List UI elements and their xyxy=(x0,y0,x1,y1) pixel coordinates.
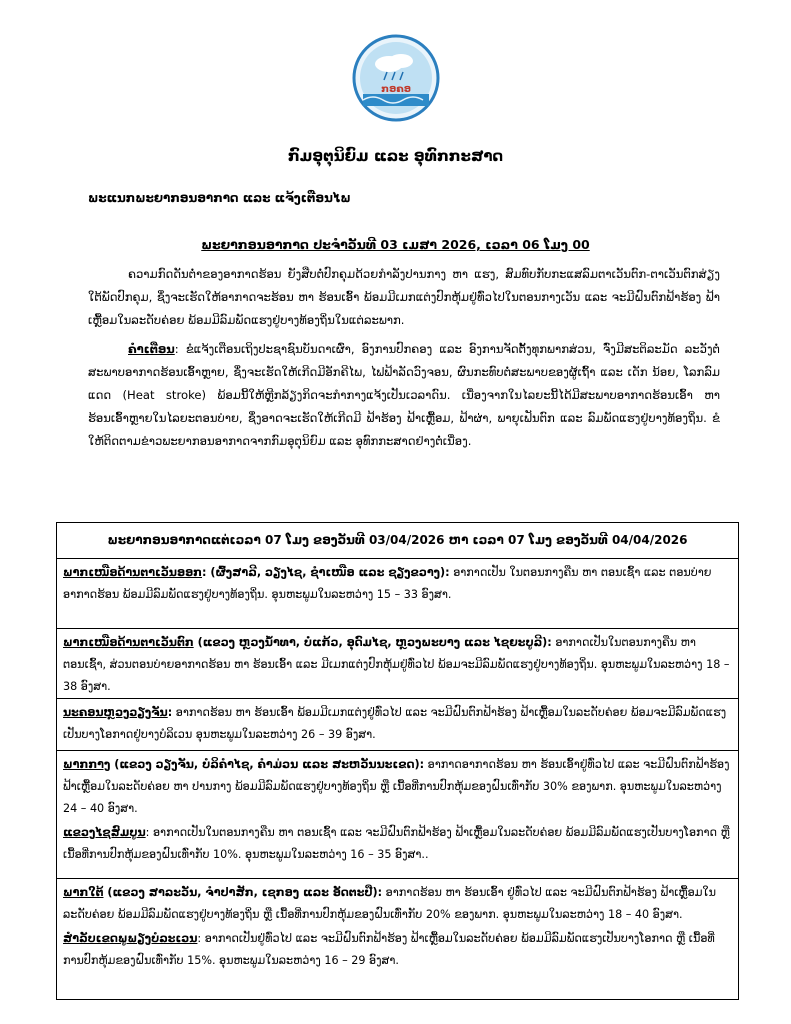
division-title: ພະແນກພະຍາກອນອາກາດ ແລະ ແຈ້ງເຕືອນໄພ xyxy=(88,191,351,205)
intro-section xyxy=(88,263,720,459)
warning-paragraph xyxy=(88,338,720,453)
department-title: ກົມອຸຕຸນິຍົມ ແລະ ອຸທົກກະສາດ xyxy=(287,147,504,165)
sub-region-text: : ອາກາດເປັນໃນຕອນກາງຄືນ ຫາ ຕອນເຊົ້າ ແລະ ຈະມີຝົນຕົກຟ້າຮ້ອງ ຟ້າເຫຼື້ອມໃນລະດັບຄ່ອຍ ພ້ອມມີລົມພັດແຮງເປັນບາງໂອກາດ ຫຼື ເນື້ອທີ່ການປົກຫຸ້ມຂອງຝົນເທົ່າກັບ 10%. ອຸນຫະພູມໃນລະຫວ່າງ 16 – 35 ອົງສາ.. xyxy=(63,826,730,861)
region-vientiane-capital xyxy=(57,699,738,751)
region-central xyxy=(57,751,738,879)
region-provinces: : (ຜົ້ງສາລີ, ວຽງໄຊ, ຊຳເໜືອ ແລະ ຊຽງຂວາງ): xyxy=(202,566,450,579)
region-provinces: (ແຂວງ ວຽງຈັນ, ບໍລິຄຳໄຊ, ຄຳມ່ວນ ແລະ ສະຫວັນນະເຂດ): xyxy=(110,758,425,771)
central-main xyxy=(63,754,732,820)
region-label: ນະຄອນຫຼວງວຽງຈັນ xyxy=(63,706,168,719)
region-text: ອາກາດຮ້ອນ ຫາ ຮ້ອນເອົ້າ ຢູ່ທົ່ວໄປ ແລະ ຈະມີຝົນຕົກຟ້າຮ້ອງ ຟ້າເຫຼື້ອມໃນລະດັບຄ່ອຍ ພ້ອມມີລົມພັດແຮງຢູ່ບາງທ້ອງຖິ່ນ ຫຼື ເນື້ອທີ່ການປົກຫຸ້ມຂອງຝົນເທົ່າກັບ 20% ຂອງພາກ. ອຸນຫະພູມໃນລະຫວ່າງ 18 – 40 ອົງສາ. xyxy=(63,886,717,921)
forecast-table xyxy=(56,522,739,1000)
sub-region-text: : ອາກາດເປັນຢູ່ທົ່ວໄປ ແລະ ຈະມີຝົນຕົກຟ້າຮ້ອງ ຟ້າເຫຼື້ອມໃນລະດັບຄ່ອຍ ພ້ອມມີລົມພັດແຮງເປັນບາງໂອກາດ ຫຼື ເນື້ອທີ່ການປົກຫຸ້ມຂອງຝົນເທົ່າກັບ 15%. ອຸນຫະພູມໃນລະຫວ່າງ 16 – 29 ອົງສາ. xyxy=(63,932,715,967)
forecast-title: ພະຍາກອນອາກາດ ປະຈຳວັນທີ 03 ເມສາ 2026, ເວລາ 06 ໂມງ 00 xyxy=(201,237,590,252)
region-northwest xyxy=(57,629,738,699)
region-label: ພາກເໜືອດ້ານຕາເວັນອອກ xyxy=(63,566,203,579)
south-main xyxy=(63,882,732,926)
region-provinces: (ແຂວງ ສາລະວັນ, ຈຳປາສັກ, ເຊກອງ ແລະ ອັດຕະປື): xyxy=(103,886,383,899)
sub-region-label: ສຳລັບເຂດພູພຽງບໍລະເວນ xyxy=(63,932,198,945)
region-text: ອາກາດເປັນໃນຕອນກາງຄືນ ຫາ ຕອນເຊົ້າ, ສ່ວນຕອນບ່າຍອາກາດຮ້ອນ ຫາ ຮ້ອນເອົ້າ ແລະ ມີເມກແຕ່ງປົກຫຸ້ມຢູ່ທົ່ວໄປ ພ້ອມຈະມີລົມພັດແຮງຢູ່ບາງທ້ອງຖິ່ນ. ອຸນຫະພູມໃນລະຫວ່າງ 18 – 38 ອົງສາ. xyxy=(63,636,730,693)
logo-text: ກອຄອ xyxy=(381,84,411,95)
sub-region-label: ແຂວງໄຊສົມບູນ xyxy=(63,826,146,839)
central-sub xyxy=(63,822,732,866)
warning-label: ຄຳເຕືອນ xyxy=(128,342,175,356)
intro-text: ຄວາມກົດດັນຕ່ຳຂອງອາກາດຮ້ອນ ຍັງສືບຕໍ່ປົກຄຸມດ້ວຍກຳລັງປານກາງ ຫາ ແຮງ, ສົມທົບກັບກະແສລົມຕາເວັນຕົກ-ຕາເວັນຕົກສ່ຽງໃຕ້ພັດປົກຄຸມ, ຊຶ່ງຈະເຮັດໃຫ້ອາກາດຈະຮ້ອນ ຫາ ຮ້ອນເອົ້າ ພ້ອມມີເມກແຕ່ງປົກຫຸ້ມຢູ່ທົ່ວໄປໃນຕອນກາງເວັນ ແລະ ຈະມີຝົນຕົກຟ້າຮ້ອງ ຟ້າເຫຼື້ອມໃນລະດັບຄ່ອຍ ພ້ອມມີລົມພັດແຮງຢູ່ບາງທ້ອງຖິ່ນໃນແຕ່ລະພາກ. xyxy=(88,267,720,327)
region-provinces: (ແຂວງ ຫຼວງນ້ຳທາ, ບໍ່ແກ້ວ, ອຸດົມໄຊ, ຫຼວງພະບາງ ແລະ ໄຊຍະບູລີ): xyxy=(193,636,552,649)
region-south xyxy=(57,879,738,1001)
region-text: ອາກາດຮ້ອນ ຫາ ຮ້ອນເອົ້າ ພ້ອມມີເມກແຕ່ງຢູ່ທົ່ວໄປ ແລະ ຈະມີຝົນຕົກຟ້າຮ້ອງ ຟ້າເຫຼື້ອມໃນລະດັບຄ່ອຍ ພ້ອມຈະມີລົມພັດແຮງເປັນບາງໂອກາດຢູ່ບາງບໍລິເວນ ອຸນຫະພູມໃນລະຫວ່າງ 26 – 39 ອົງສາ. xyxy=(63,706,727,741)
region-text: ອາກາດອາກາດຮ້ອນ ຫາ ຮ້ອນເອົ້າຢູ່ທົ່ວໄປ ແລະ ຈະມີຝົນຕົກຟ້າຮ້ອງ ຟ້າເຫຼື້ອມໃນລະດັບຄ່ອຍ ຫາ ປານກາງ ພ້ອມມີລົມພັດແຮງຢູ່ບາງທ້ອງຖິ່ນ ຫຼື ເນື້ອທີ່ການປົກຫຸ້ມຂອງຝົນເທົ່າກັບ 30% ຂອງພາກ. ອຸນຫະພູມໃນລະຫວ່າງ 24 – 40 ອົງສາ. xyxy=(63,758,730,815)
region-label: ພາກໃຕ້ xyxy=(63,886,104,899)
region-label: ພາກກາງ xyxy=(63,758,111,771)
south-sub xyxy=(63,928,732,972)
intro-paragraph xyxy=(88,263,720,332)
region-label: ພາກເໜືອດ້ານຕາເວັນຕົກ xyxy=(63,636,194,649)
region-text: ອາກາດເປັນ ໃນຕອນກາງຄືນ ຫາ ຕອນເຊົ້າ ແລະ ຕອນບ່າຍອາກາດຮ້ອນ ພ້ອມມີລົມພັດແຮງຢູ່ບາງທ້ອງຖິ່ນ. ອຸນຫະພູມໃນລະຫວ່າງ 15 – 33 ອົງສາ. xyxy=(63,566,712,601)
department-logo xyxy=(351,34,441,122)
region-northeast xyxy=(57,559,738,629)
table-header: ພະຍາກອນອາກາດແຕ່ເວລາ 07 ໂມງ ຂອງວັນທີ 03/04/2026 ຫາ ເວລາ 07 ໂມງ ຂອງວັນທີ 04/04/2026 xyxy=(57,523,738,559)
region-provinces: : xyxy=(167,706,173,719)
warning-text: : ຂໍແຈ້ງເຕືອນເຖິງປະຊາຊົນບັນດາເຜົ່າ, ອົງການປົກຄອງ ແລະ ອົງການຈັດຕັ້ງທຸກພາກສ່ວນ, ຈົ່ງມີສະຕິລະມັດ ລະວັງຕໍ່ສະພາບອາກາດຮ້ອນເອົ້າຫຼາຍ, ຊຶ່ງຈະເຮັດໃຫ້ເກີດມີອັກຄີໄພ, ໄຟຟ້າລັດວົງຈອນ, ຜົນກະທົບຕໍ່ສະພາບຂອງຜູ້ເຖົ້າ ແລະ ເດັກ ນ້ອຍ, ໂລກລົມແດດ (Heat stroke) ພ້ອມນີ້ໃຫ້ຫຼີກລ້ຽງກິດຈະກຳກາງແຈ້ງເປັນເວລາດົນ. ເນື່ອງຈາກໃນໄລຍະນີ້ໄດ້ມີສະພາບອາກາດຮ້ອນເອົ້າ ຫາ ຮ້ອນເອົ້າຫຼາຍໃນໄລຍະຕອນບ່າຍ, ຊຶ່ງອາດຈະເຮັດໃຫ້ເກີດມີ ຟ້າຮ້ອງ ຟ້າເຫຼື້ອມ, ຟ້າຜ່າ, ພາຍຸເຟັນຕົກ ແລະ ລົມພັດແຮງຢູ່ບາງທ້ອງຖິ່ນ. ຂໍໃຫ້ຕິດຕາມຂ່າວພະຍາກອນອາກາດຈາກກົມອຸຕຸນິຍົມ ແລະ ອຸທົກກະສາດຢ່າງຕໍ່ເນື່ອງ. xyxy=(88,342,720,448)
